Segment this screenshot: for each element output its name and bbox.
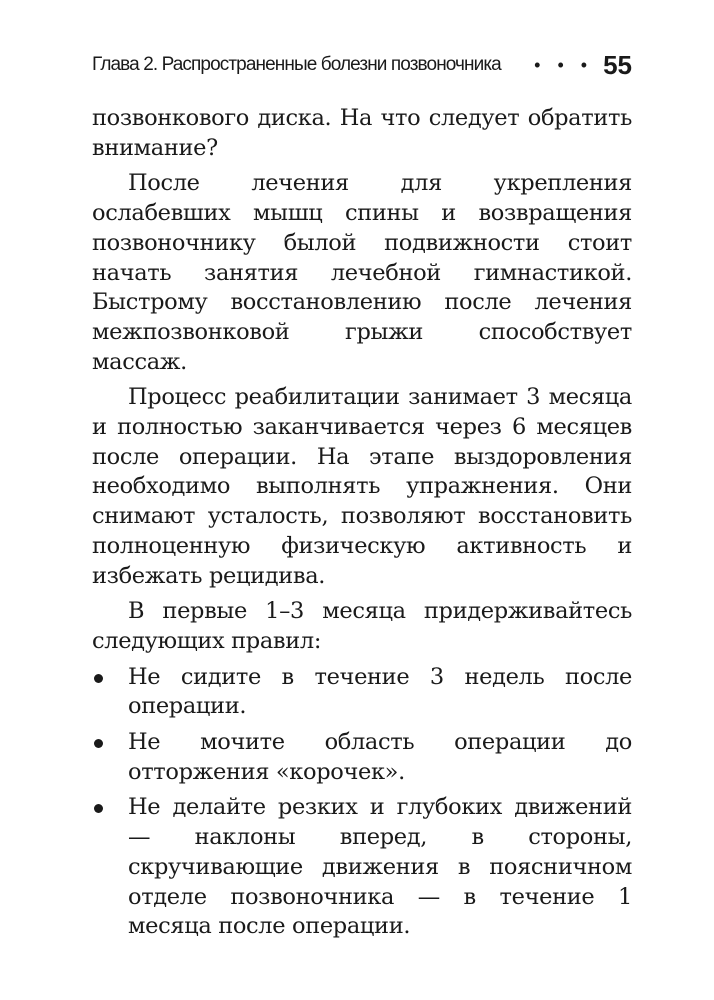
list-item-text: Не мочите область операции до отторжения «корочек».: [128, 729, 632, 785]
page-number: 55: [603, 49, 632, 80]
paragraph-continuation: позвонкового диска. На что следует обратить внимание?: [92, 105, 632, 161]
list-item: [92, 793, 632, 942]
header-dots: • • •: [534, 54, 594, 75]
list-item-text: Не сидите в течение 3 недель после операции.: [128, 663, 632, 720]
page-body: [92, 104, 632, 948]
paragraph-rules-intro: В первые 1–3 месяца придерживайтесь следующих правил:: [92, 598, 632, 654]
list-item-text: Не делайте резких и глубоких движений — наклоны вперед, в стороны, скручивающие движения в поясничном отделе позвоночника — в течение 1 месяца после операции.: [128, 794, 632, 940]
bullet-icon: [94, 804, 103, 813]
bullet-icon: [94, 739, 103, 748]
rules-list: [92, 663, 632, 942]
header-right: [534, 50, 632, 81]
running-header: [92, 48, 632, 82]
list-item: [92, 728, 632, 787]
paragraph-gymnastics: После лечения для укрепления ослабевших мышц спины и возвращения позвоночнику былой подвижности стоит начать занятия лечебной гимнастикой. Быстрому восстановлению после лечения межпозвонковой грыжи способствует массаж.: [92, 170, 632, 375]
bullet-icon: [94, 674, 103, 683]
paragraph-rehabilitation: Процесс реабилитации занимает 3 месяца и полностью заканчивается через 6 месяцев после операции. На этапе выздоровления необходимо выполнять упражнения. Они снимают усталость, позволяют восстановить полноценную физическую активность и избежать рецидива.: [92, 384, 632, 589]
list-item: [92, 663, 632, 722]
chapter-title: Глава 2. Распространенные болезни позвоночника: [92, 54, 501, 75]
